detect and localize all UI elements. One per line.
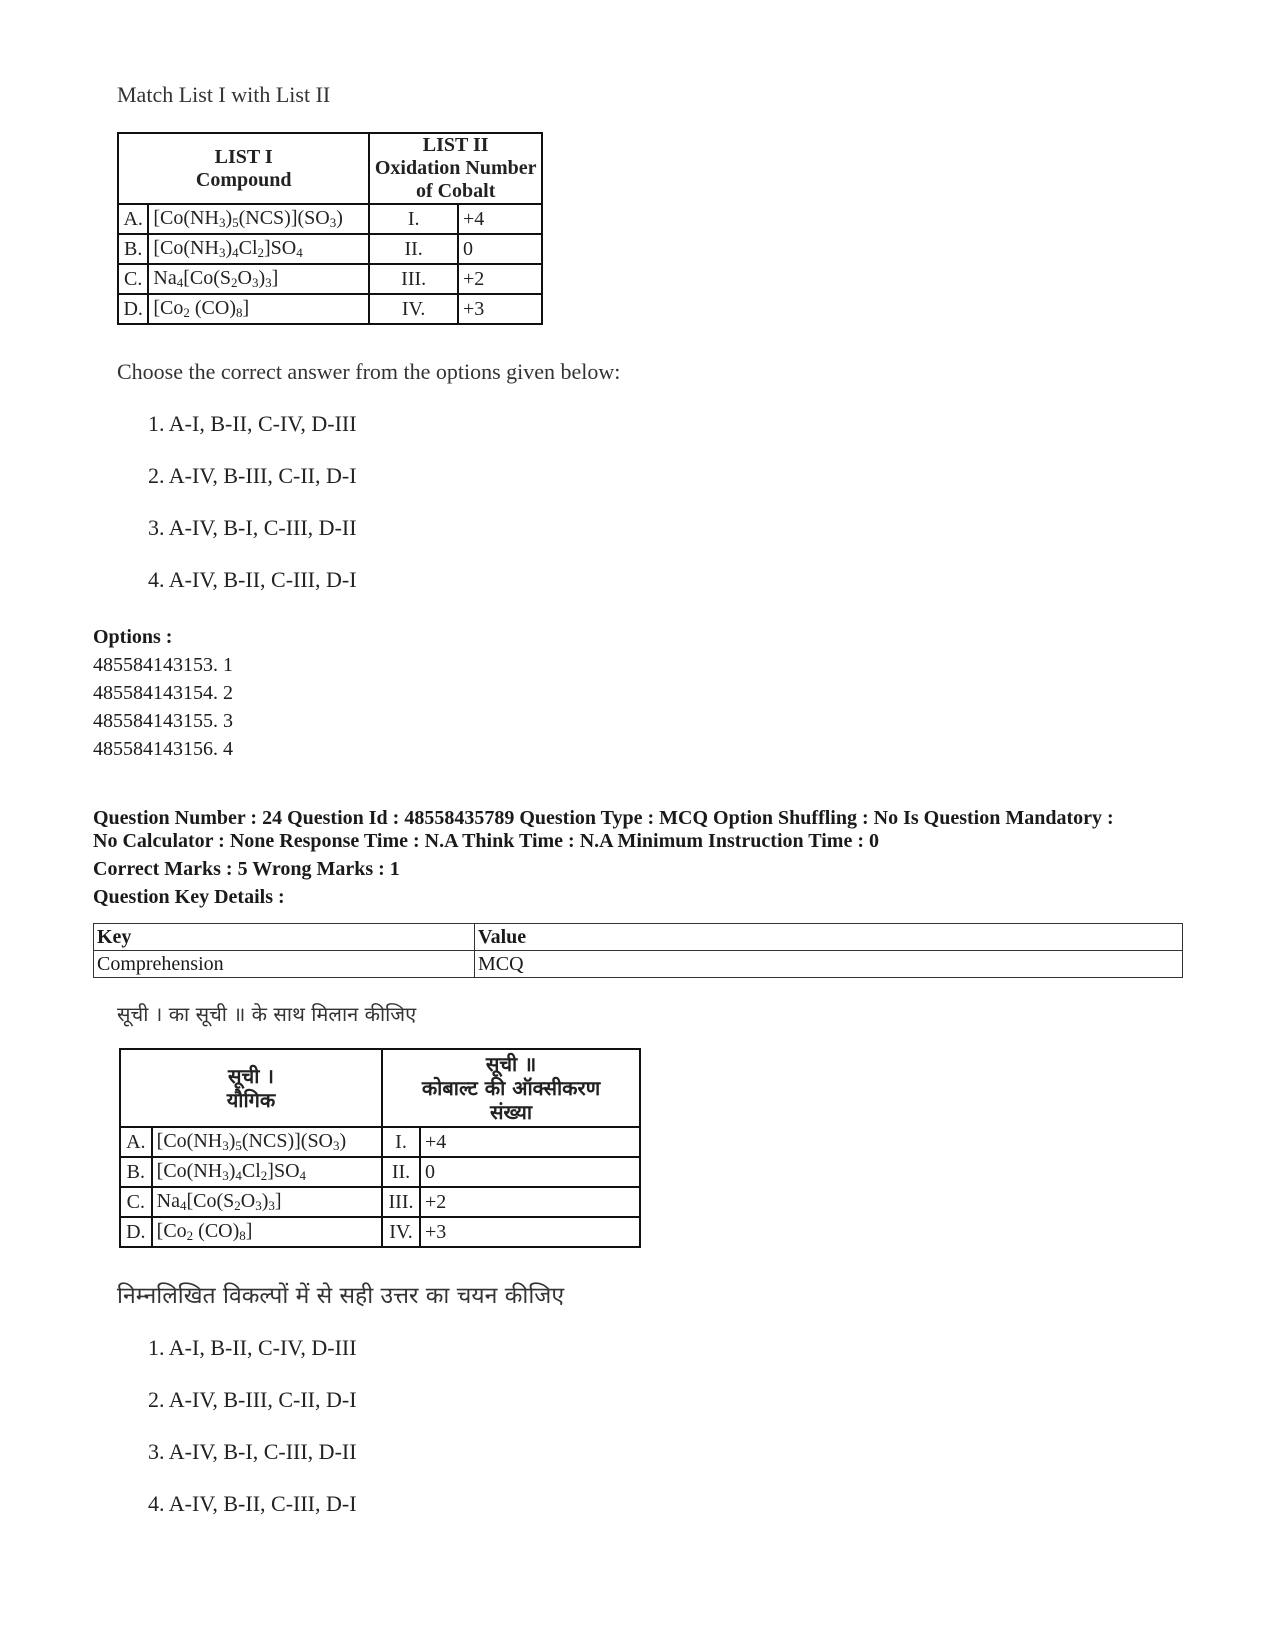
list2-header: सूची ॥ कोबाल्ट की ऑक्सीकरण संख्या: [382, 1049, 640, 1127]
list1-header: LIST I Compound: [118, 133, 369, 204]
choice-item: 2. A-IV, B-III, C-II, D-I: [148, 463, 357, 488]
compound-cell: [$Co_2$ $(CO)_8$]: [152, 1217, 382, 1247]
option-item: 485584143156. 4: [93, 738, 233, 760]
option-item: 485584143155. 3: [93, 710, 233, 732]
compound-cell: [$Co_2$ $(CO)_8$]: [148, 294, 369, 324]
choice-item: 1. A-I, B-II, C-IV, D-III: [148, 1335, 357, 1360]
marks-line: Correct Marks : 5 Wrong Marks : 1: [93, 858, 400, 880]
list1-header: सूची । यौगिक: [120, 1049, 382, 1127]
choice-item: 4. A-IV, B-II, C-III, D-I: [148, 567, 357, 592]
choose-instruction-hindi: निम्नलिखित विकल्पों में से सही उत्तर का चयन कीजिए: [117, 1283, 565, 1309]
question-prompt-hindi: सूची । का सूची ॥ के साथ मिलान कीजिए: [117, 1002, 417, 1026]
match-table-en: [117, 132, 543, 325]
key-details-heading: Question Key Details :: [93, 886, 285, 908]
compound-cell: $Na_4[Co(S_2O_3)_3]$: [148, 264, 369, 294]
choose-instruction: Choose the correct answer from the options given below:: [117, 359, 621, 384]
table-row: D. [$Co_2$ $(CO)_8$] IV. +3: [118, 294, 542, 324]
table-row: A. $[Co(NH_3)_5(NCS)](SO_3)$ I. +4: [120, 1127, 640, 1157]
choice-item: 1. A-I, B-II, C-IV, D-III: [148, 411, 357, 436]
options-heading: Options :: [93, 626, 173, 648]
table-row: C. $Na_4[Co(S_2O_3)_3]$ III. +2: [118, 264, 542, 294]
compound-cell: $[Co(NH_3)_4Cl_2]SO_4$: [148, 234, 369, 264]
table-row: B. $[Co(NH_3)_4Cl_2]SO_4$ II. 0: [118, 234, 542, 264]
compound-cell: $[Co(NH_3)_4Cl_2]SO_4$: [152, 1157, 382, 1187]
table-row: C. $Na_4[Co(S_2O_3)_3]$ III. +2: [120, 1187, 640, 1217]
choice-item: 4. A-IV, B-II, C-III, D-I: [148, 1491, 357, 1516]
compound-cell: $[Co(NH_3)_5(NCS)](SO_3)$: [152, 1127, 382, 1157]
choice-item: 3. A-IV, B-I, C-III, D-II: [148, 1439, 357, 1464]
question-meta-line2: No Calculator : None Response Time : N.A Think Time : N.A Minimum Instruction Time : 0: [93, 830, 879, 852]
list2-header: LIST II Oxidation Number of Cobalt: [369, 133, 542, 204]
option-item: 485584143153. 1: [93, 654, 233, 676]
question-meta-line1: Question Number : 24 Question Id : 48558435789 Question Type : MCQ Option Shuffling : No Is Question Mandatory :: [93, 807, 1114, 829]
table-row: Key Value: [94, 924, 1183, 951]
compound-cell: $Na_4[Co(S_2O_3)_3]$: [152, 1187, 382, 1217]
match-table-hi: [119, 1048, 641, 1248]
table-row: D. [$Co_2$ $(CO)_8$] IV. +3: [120, 1217, 640, 1247]
table-row: Comprehension MCQ: [94, 951, 1183, 978]
compound-cell: $[Co(NH_3)_5(NCS)](SO_3)$: [148, 204, 369, 234]
table-row: B. $[Co(NH_3)_4Cl_2]SO_4$ II. 0: [120, 1157, 640, 1187]
table-row: A. $[Co(NH_3)_5(NCS)](SO_3)$ I. +4: [118, 204, 542, 234]
choice-item: 3. A-IV, B-I, C-III, D-II: [148, 515, 357, 540]
question-prompt: Match List I with List II: [117, 82, 331, 107]
option-item: 485584143154. 2: [93, 682, 233, 704]
choice-item: 2. A-IV, B-III, C-II, D-I: [148, 1387, 357, 1412]
key-value-table: [93, 923, 1183, 978]
